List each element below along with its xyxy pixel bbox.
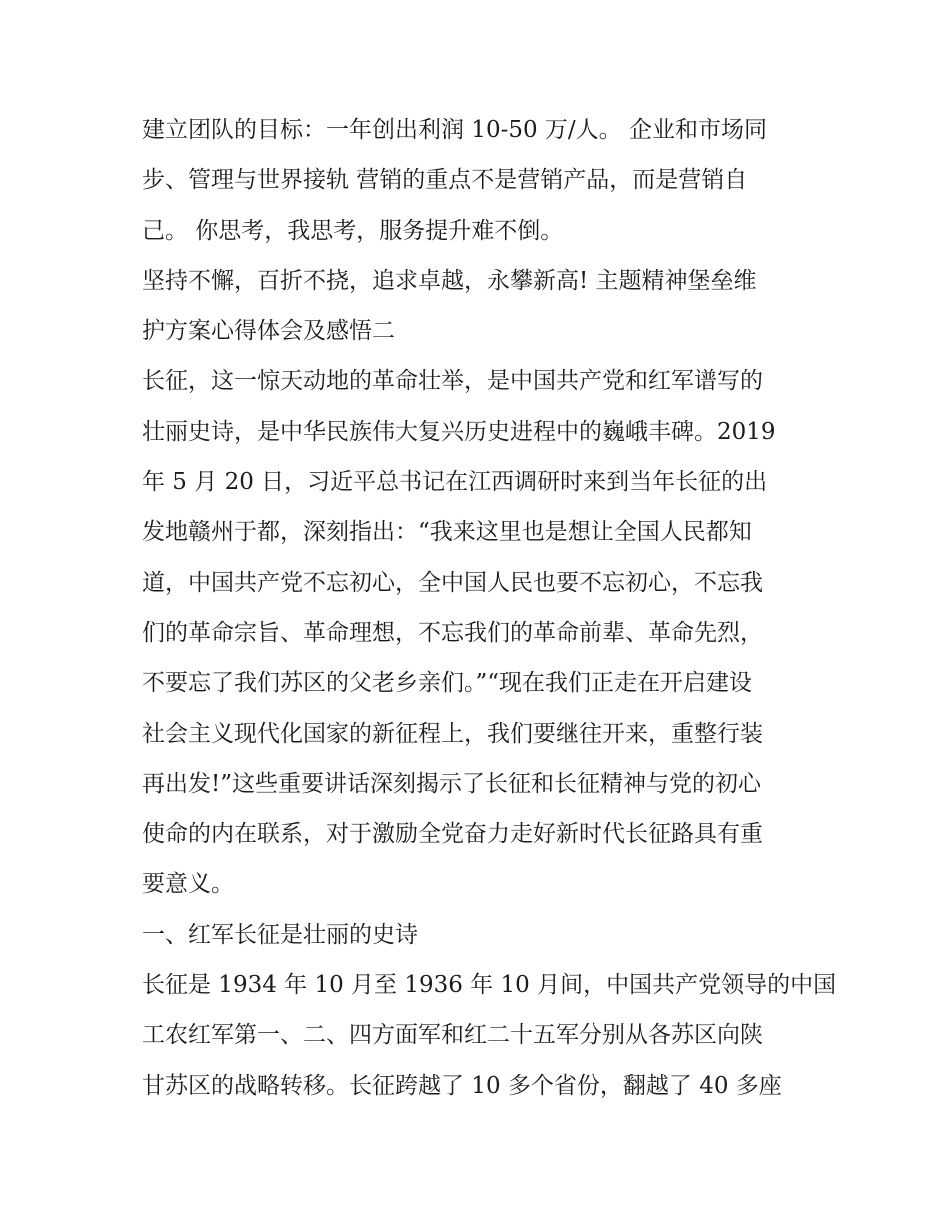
text-line-15: 使命的内在联系，对于激励全党奋力走好新时代长征路具有重 [142, 821, 763, 848]
text-line-12: 不要忘了我们苏区的父老乡亲们。”“现在我们正走在开启建设 [142, 670, 753, 697]
text-line-2: 步、管理与世界接轨 营销的重点不是营销产品，而是营销自 [142, 167, 748, 194]
text-line-19: 工农红军第一、二、四方面军和红二十五军分别从各苏区向陕 [142, 1022, 763, 1049]
text-line-18: 长征是 1934 年 10 月至 1936 年 10 月间，中国共产党领导的中国 [142, 972, 837, 999]
text-line-7: 壮丽史诗，是中华民族伟大复兴历史进程中的巍峨丰碑。2019 [142, 418, 776, 445]
text-line-16: 要意义。 [142, 871, 234, 898]
document-body [142, 105, 837, 1111]
section-heading: 一、红军长征是壮丽的史诗 [142, 921, 418, 948]
text-line-8: 年 5 月 20 日，习近平总书记在江西调研时来到当年长征的出 [142, 469, 768, 496]
text-line-5: 护方案心得体会及感悟二 [142, 318, 395, 345]
text-line-11: 们的革命宗旨、革命理想，不忘我们的革命前辈、革命先烈， [142, 619, 763, 646]
text-line-20: 甘苏区的战略转移。长征跨越了 10 多个省份，翻越了 40 多座 [142, 1072, 782, 1099]
text-line-9: 发地赣州于都，深刻指出：“我来这里也是想让全国人民都知 [142, 519, 752, 546]
text-line-4: 坚持不懈，百折不挠，追求卓越，永攀新高! 主题精神堡垒维 [142, 267, 757, 294]
text-line-6: 长征，这一惊天动地的革命壮举，是中国共产党和红军谱写的 [142, 368, 763, 395]
text-line-3: 己。 你思考，我思考，服务提升难不倒。 [142, 217, 564, 244]
text-line-10: 道，中国共产党不忘初心，全中国人民也要不忘初心，不忘我 [142, 569, 763, 596]
text-line-14: 再出发!”这些重要讲话深刻揭示了长征和长征精神与党的初心 [142, 770, 762, 797]
text-line-1: 建立团队的目标：一年创出利润 10-50 万/人。 企业和市场同 [142, 117, 767, 143]
text-line-13: 社会主义现代化国家的新征程上，我们要继往开来，重整行装 [142, 720, 763, 747]
